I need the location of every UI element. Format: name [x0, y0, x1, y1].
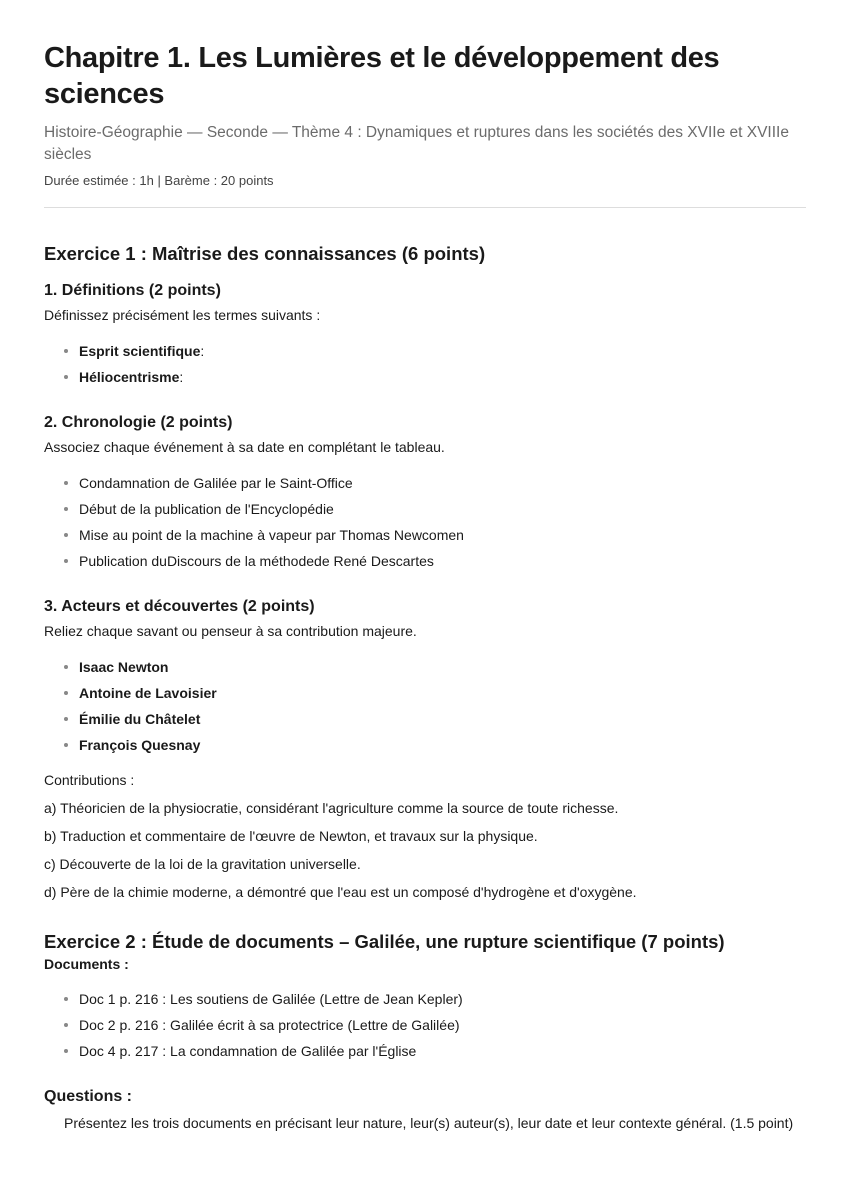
questions-label: Questions :	[44, 1088, 133, 1105]
list-item: Début de la publication de l'Encyclopédie	[79, 496, 806, 522]
page-title: Chapitre 1. Les Lumières et le développement des sciences	[44, 42, 720, 110]
list-item: Isaac Newton	[79, 654, 806, 680]
list-item: Doc 2 p. 216 : Galilée écrit à sa protectrice (Lettre de Galilée)	[79, 1012, 806, 1038]
contribution-item: b) Traduction et commentaire de l'œuvre de Newton, et travaux sur la physique.	[44, 828, 538, 844]
list-item: Doc 1 p. 216 : Les soutiens de Galilée (Lettre de Jean Kepler)	[79, 986, 806, 1012]
question-item: Présentez les trois documents en précisant leur nature, leur(s) auteur(s), leur date et leur contexte général. (1.5 point)	[64, 1112, 806, 1138]
list-item: Émilie du Châtelet	[79, 706, 806, 732]
contributions	[44, 766, 806, 906]
section-chronology-intro: Associez chaque événement à sa date en complétant le tableau.	[44, 439, 445, 455]
contribution-item: d) Père de la chimie moderne, a démontré que l'eau est un composé d'hydrogène et d'oxygène.	[44, 884, 637, 900]
divider	[44, 207, 806, 208]
list-item: Mise au point de la machine à vapeur par Thomas Newcomen	[79, 522, 806, 548]
contribution-item: a) Théoricien de la physiocratie, considérant l'agriculture comme la source de toute richesse.	[44, 800, 619, 816]
list-item: Héliocentrisme:	[79, 364, 806, 390]
list-item: Esprit scientifique:	[79, 338, 806, 364]
exercise-1-title: Exercice 1 : Maîtrise des connaissances (6 points)	[44, 243, 486, 264]
subtitle: Histoire-Géographie — Seconde — Thème 4 : Dynamiques et ruptures dans les sociétés des XVIIe et XVIIIe siècles	[44, 124, 789, 163]
definitions-list	[79, 338, 806, 390]
section-definitions-title: 1. Définitions (2 points)	[44, 282, 221, 299]
list-item: Doc 4 p. 217 : La condamnation de Galilée par l'Église	[79, 1038, 806, 1064]
contributions-label: Contributions :	[44, 772, 135, 788]
section-chronology-title: 2. Chronologie (2 points)	[44, 414, 233, 431]
documents-label: Documents :	[44, 956, 129, 972]
contribution-item: c) Découverte de la loi de la gravitation universelle.	[44, 856, 361, 872]
list-item: Antoine de Lavoisier	[79, 680, 806, 706]
meta-info: Durée estimée : 1h | Barème : 20 points	[44, 173, 274, 188]
exercise-2-title: Exercice 2 : Étude de documents – Galilée, une rupture scientifique (7 points)	[44, 931, 725, 952]
list-item: Condamnation de Galilée par le Saint-Office	[79, 470, 806, 496]
section-actors-intro: Reliez chaque savant ou penseur à sa contribution majeure.	[44, 623, 417, 639]
list-item: Publication duDiscours de la méthodede René Descartes	[79, 548, 806, 574]
chronology-list	[79, 470, 806, 574]
document-page	[44, 40, 806, 1138]
documents-list	[79, 986, 806, 1064]
section-actors-title: 3. Acteurs et découvertes (2 points)	[44, 598, 315, 615]
list-item: François Quesnay	[79, 732, 806, 758]
section-definitions-intro: Définissez précisément les termes suivants :	[44, 307, 321, 323]
actors-list	[79, 654, 806, 758]
